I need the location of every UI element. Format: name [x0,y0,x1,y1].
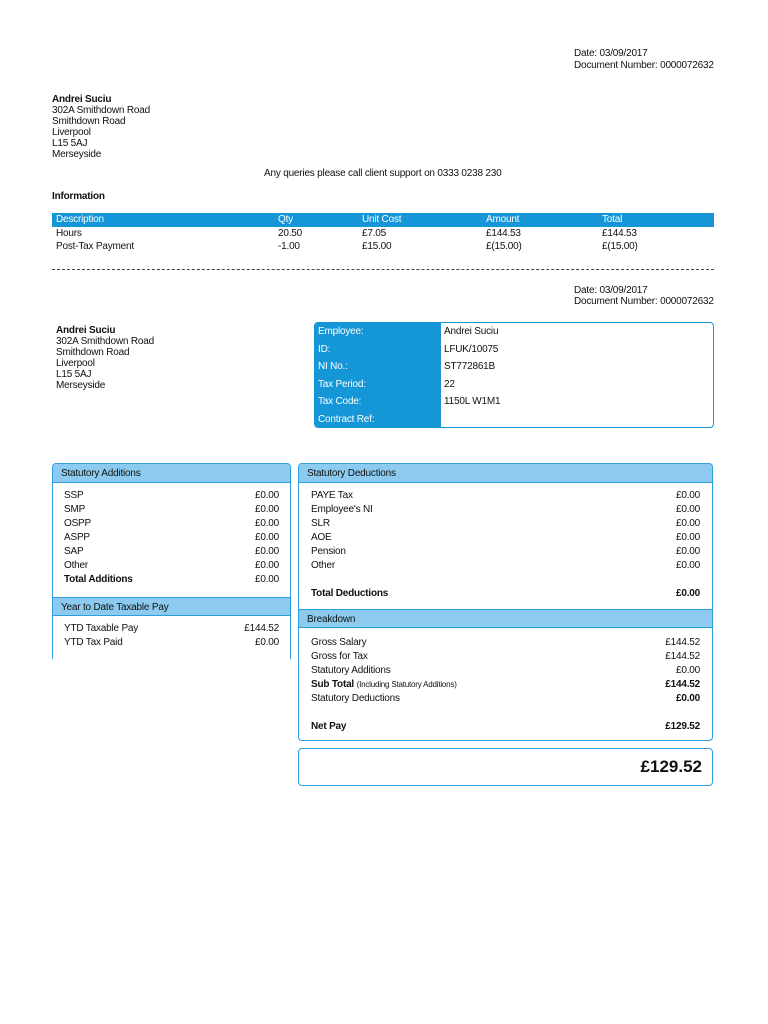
slip-date: Date: 03/09/2017 [574,285,648,296]
table-header [52,213,714,227]
list-item: Other £0.00 [311,560,700,571]
address-line: 302A Smithdown Road [56,336,154,347]
additions-list [53,483,290,597]
support-notice: Any queries please call client support on 0333 0238 230 [264,168,502,179]
sub-total-label: Sub Total [311,679,355,690]
statutory-deductions-row: Statutory Deductions £0.00 [311,693,700,704]
statutory-additions-panel [52,463,291,659]
employee-name: Andrei Suciu [56,325,116,336]
deductions-list [299,483,712,609]
document-number: Document Number: 0000072632 [574,60,714,71]
id-value: LFUK/10075 [444,343,499,355]
tear-off-divider [52,269,714,270]
column-header: Unit Cost [362,214,402,225]
id-row [315,341,713,359]
list-item: OSPP £0.00 [64,518,279,529]
panel-header: Statutory Additions [53,464,290,483]
tax-code-label: Tax Code: [318,396,362,407]
address-line: Merseyside [56,380,106,391]
employee-label: Employee: [318,326,364,337]
list-item: ASPP £0.00 [64,532,279,543]
gross-salary-row: Gross Salary £144.52 [311,637,700,648]
column-header: Total [602,214,623,225]
list-item: SMP £0.00 [64,504,279,515]
statutory-additions-row: Statutory Additions £0.00 [311,665,700,676]
address-line: Liverpool [56,358,95,369]
employee-details-box [314,322,714,428]
address-line: L15 5AJ [52,138,88,149]
table-cell: £144.53 [486,228,521,239]
table-cell: £(15.00) [602,241,638,252]
address-line: Liverpool [52,127,91,138]
tax-period-label: Tax Period: [318,378,366,390]
table-row [52,227,714,240]
ni-label: NI No.: [318,361,348,372]
list-item: Pension £0.00 [311,546,700,557]
net-pay-total: £129.52 [640,757,702,776]
table-cell: -1.00 [278,241,300,252]
slip-address [56,325,154,391]
sub-total-note: (Including Statutory Additions) [356,680,457,689]
slip-document-number: Document Number: 0000072632 [574,296,714,307]
document-date: Date: 03/09/2017 [574,48,648,59]
list-item: SSP £0.00 [64,490,279,501]
table-cell: £144.53 [602,228,637,239]
total-deductions-row: Total Deductions £0.00 [311,588,700,599]
list-item: Other £0.00 [64,560,279,571]
column-header: Amount [486,214,520,225]
tax-period-value: 22 [444,378,455,390]
list-item: AOE £0.00 [311,532,700,543]
table-cell: Post-Tax Payment [56,241,134,252]
table-cell: 20.50 [278,228,303,239]
column-header: Description [56,214,104,225]
table-row [52,240,714,253]
contract-ref-label: Contract Ref: [318,413,375,425]
statutory-deductions-panel [298,463,713,741]
tax-code-value: 1150L W1M1 [444,396,501,407]
ytd-panel-header: Year to Date Taxable Pay [53,597,290,616]
ytd-list [53,616,290,656]
tax-code-row [315,393,713,411]
information-title: Information [52,191,105,202]
list-item: YTD Tax Paid £0.00 [64,637,279,648]
column-header: Qty [278,214,293,225]
recipient-address [52,94,150,160]
sub-total-row: Sub Total (Including Statutory Additions) £144.52 [311,679,700,690]
breakdown-list [299,628,712,738]
table-cell: Hours [56,228,82,239]
employee-value: Andrei Suciu [444,326,499,337]
tax-period-row [315,376,713,394]
list-item: SLR £0.00 [311,518,700,529]
list-item: Employee's NI £0.00 [311,504,700,515]
list-item: PAYE Tax £0.00 [311,490,700,501]
list-item: SAP £0.00 [64,546,279,557]
net-pay-row: Net Pay £129.52 [311,721,700,732]
gross-for-tax-row: Gross for Tax £144.52 [311,651,700,662]
address-line: 302A Smithdown Road [52,105,150,116]
id-label: ID: [318,343,331,355]
address-line: Smithdown Road [52,116,126,127]
breakdown-panel-header: Breakdown [299,609,712,628]
address-line: Merseyside [52,149,102,160]
ni-row [315,358,713,376]
contract-ref-row [315,411,713,429]
address-line: Smithdown Road [56,347,130,358]
table-cell: £(15.00) [486,241,522,252]
list-item: YTD Taxable Pay £144.52 [64,623,279,634]
recipient-name: Andrei Suciu [52,94,112,105]
table-cell: £7.05 [362,228,387,239]
information-table [52,213,714,253]
address-line: L15 5AJ [56,369,92,380]
ni-value: ST772861B [444,361,496,372]
employee-row [315,323,713,341]
total-additions-row: Total Additions £0.00 [64,574,279,585]
net-pay-total-box [298,748,713,786]
table-cell: £15.00 [362,241,392,252]
panel-header: Statutory Deductions [299,464,712,483]
